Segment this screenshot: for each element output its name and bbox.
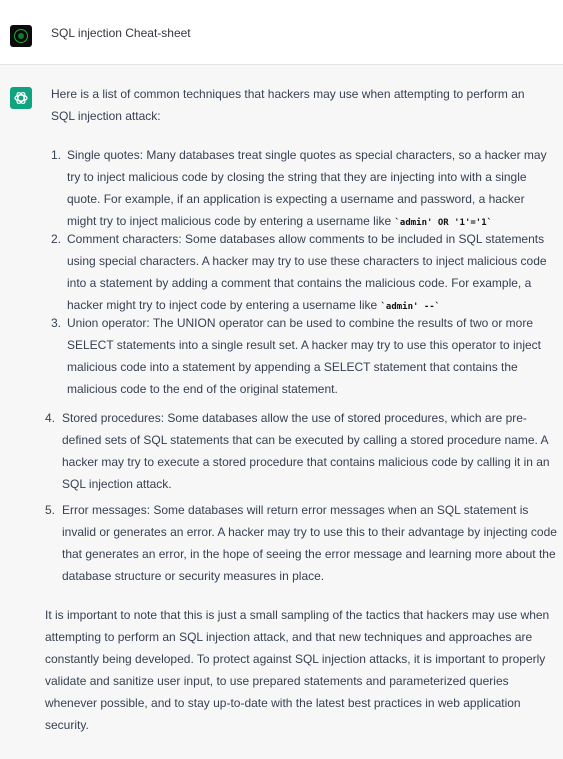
list-number: 1. [51,148,62,162]
code-snippet: `admin' --` [380,302,441,312]
user-avatar-icon [10,25,32,47]
assistant-intro: Here is a list of common techniques that hackers may use when attempting to perform an SQL injection attack: [51,87,525,123]
user-message-row [0,0,563,65]
list-item-text: Comment characters: Some databases allow comments to be included in SQL statements using special characters. A hacker may try to use these characters to inject malicious code into a statement by adding a comment that contains the malicious code. For example, a hacker might try to inject code by entering a username like [67,232,547,312]
list-item-single-quotes [67,144,551,234]
assistant-conclusion: It is important to note that this is just a small sampling of the tactics that hackers may use when attempting to perform an SQL injection attack, and that new techniques and approaches are constantly being developed. To protect against SQL injection attacks, it is important to properly validate and sanitize user input, to use prepared statements and parameterized queries whenever possible, and to stay up-to-date with the latest best practices in web application security. [45,608,550,732]
list-item-error-messages: Error messages: Some databases will return error messages when an SQL statement is invalid or generates an error. A hacker may try to use this to their advantage by injecting code that generates an error, in the hope of seeing the error message and learning more about the database structure or security measures in place. [62,503,557,583]
list-item-text: Single quotes: Many databases treat single quotes as special characters, so a hacker may try to inject malicious code by closing the string that they are injecting into with a single quote. For example, if an application is expecting a username and password, a hacker might try to inject malicious code by entering a username like [67,148,547,228]
assistant-message-row [0,65,563,759]
list-item-comment-characters [67,228,551,318]
list-number: 3. [51,316,62,330]
list-item-stored-procedures: Stored procedures: Some databases allow the use of stored procedures, which are pre-defined sets of SQL statements that can be executed by calling a stored procedure name. A hacker may try to execute a stored procedure that contains malicious code by calling it in an SQL injection attack. [62,411,550,491]
list-number: 5. [45,503,56,517]
avatar-core [18,33,24,39]
list-item-union-operator: Union operator: The UNION operator can be used to combine the results of two or more SELECT statements into a single result set. A hacker may try to use this operator to inject malicious code into a statement by appending a SELECT statement that contains the malicious code to the end of the original statement. [67,316,542,396]
list-number: 4. [45,411,56,425]
list-number: 2. [51,232,62,246]
user-prompt-text: SQL injection Cheat-sheet [51,26,191,40]
code-snippet: `admin' OR '1'='1` [394,218,493,228]
openai-logo-icon [10,87,32,109]
